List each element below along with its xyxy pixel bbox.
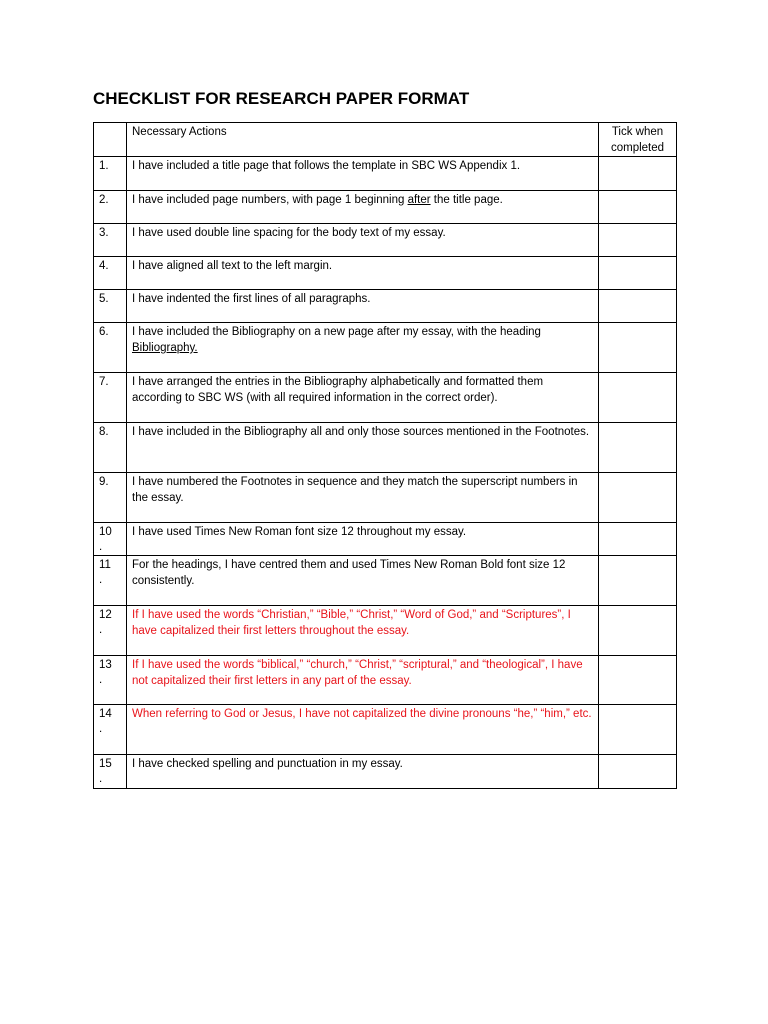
action-text-segment: the title page. [430, 194, 503, 206]
row-number: 8. [99, 426, 109, 438]
row-number: 10 [99, 526, 112, 538]
row-action-text [127, 755, 599, 789]
action-text-segment: I have aligned all text to the left margin. [132, 260, 333, 272]
row-action-text [127, 705, 599, 755]
row-action-text [127, 373, 599, 423]
row-action-text [127, 323, 599, 373]
row-action-text [127, 257, 599, 290]
row-action-text [127, 556, 599, 606]
tick-box-cell[interactable] [599, 423, 677, 473]
header-tick-cell [599, 123, 677, 157]
row-number: 1. [99, 160, 109, 172]
tick-box-cell[interactable] [599, 290, 677, 323]
row-number-period: . [99, 541, 103, 553]
row-number-cell [94, 606, 127, 656]
row-number-cell [94, 705, 127, 755]
row-number-cell [94, 523, 127, 556]
action-text-segment: I have checked spelling and punctuation in my essay. [132, 758, 403, 770]
action-text-segment: I have used double line spacing for the body text of my essay. [132, 227, 446, 239]
row-action-text [127, 523, 599, 556]
header-actions-cell: Necessary Actions [127, 123, 599, 157]
row-number: 15 [99, 758, 112, 770]
action-text-segment: I have included a title page that follows the template in SBC WS Appendix 1. [132, 160, 521, 172]
checklist-row [94, 257, 677, 290]
tick-box-cell[interactable] [599, 157, 677, 191]
checklist-row [94, 705, 677, 755]
row-number-cell [94, 556, 127, 606]
tick-box-cell[interactable] [599, 656, 677, 705]
checklist-row [94, 656, 677, 705]
row-number-cell [94, 157, 127, 191]
action-text-segment: For the headings, I have centred them and used Times New Roman Bold font size 12 consistently. [132, 559, 566, 587]
row-action-text [127, 157, 599, 191]
underlined-text: after [407, 194, 431, 206]
row-number-period: . [99, 574, 103, 586]
row-number-cell [94, 755, 127, 789]
tick-box-cell[interactable] [599, 705, 677, 755]
row-action-text [127, 606, 599, 656]
row-number: 3. [99, 227, 109, 239]
action-text-segment: I have numbered the Footnotes in sequence and they match the superscript numbers in the essay. [132, 476, 578, 504]
row-action-text [127, 224, 599, 257]
row-number: 14 [99, 708, 112, 720]
checklist-table [93, 122, 677, 789]
row-action-text [127, 656, 599, 705]
tick-box-cell[interactable] [599, 323, 677, 373]
tick-box-cell[interactable] [599, 556, 677, 606]
checklist-row [94, 290, 677, 323]
row-number: 9. [99, 476, 109, 488]
checklist-row [94, 755, 677, 789]
checklist-row [94, 191, 677, 224]
tick-box-cell[interactable] [599, 373, 677, 423]
row-number: 6. [99, 326, 109, 338]
row-action-text [127, 191, 599, 224]
row-number: 7. [99, 376, 109, 388]
tick-box-cell[interactable] [599, 257, 677, 290]
action-text-segment: I have indented the first lines of all paragraphs. [132, 293, 371, 305]
header-number-cell [94, 123, 127, 157]
row-number-cell [94, 191, 127, 224]
row-number: 12 [99, 609, 112, 621]
checklist-row [94, 423, 677, 473]
checklist-row [94, 606, 677, 656]
underlined-text: Bibliography. [132, 342, 198, 354]
tick-box-cell[interactable] [599, 523, 677, 556]
tick-box-cell[interactable] [599, 755, 677, 789]
checklist-row [94, 473, 677, 523]
row-number: 13 [99, 659, 112, 671]
action-text-segment: I have included the Bibliography on a new page after my essay, with the heading [132, 326, 541, 338]
checklist-body [94, 123, 677, 789]
action-text-segment: If I have used the words “Christian,” “Bible,” “Christ,” “Word of God,” and “Scriptures”, I have capitalized their first letters throughout the essay. [132, 609, 571, 637]
page-title: CHECKLIST FOR RESEARCH PAPER FORMAT [93, 89, 470, 108]
action-text-segment: When referring to God or Jesus, I have not capitalized the divine pronouns “he,” “him,” etc. [132, 708, 592, 720]
tick-box-cell[interactable] [599, 606, 677, 656]
tick-box-cell[interactable] [599, 191, 677, 224]
checklist-row [94, 373, 677, 423]
row-number-cell [94, 423, 127, 473]
row-number-cell [94, 473, 127, 523]
row-action-text [127, 473, 599, 523]
row-number: 11 [99, 559, 111, 571]
header-tick-line1: Tick when [611, 126, 664, 138]
checklist-row [94, 224, 677, 257]
header-row [94, 123, 677, 157]
row-number-cell [94, 373, 127, 423]
row-number-period: . [99, 674, 103, 686]
row-number-cell [94, 224, 127, 257]
header-tick-line2: completed [610, 142, 665, 154]
row-number-cell [94, 257, 127, 290]
row-action-text [127, 423, 599, 473]
row-action-text [127, 290, 599, 323]
tick-box-cell[interactable] [599, 473, 677, 523]
row-number-period: . [99, 624, 103, 636]
action-text-segment: If I have used the words “biblical,” “church,” “Christ,” “scriptural,” and “theological”, I have not capitalized their first letters in any part of the essay. [132, 659, 583, 687]
row-number-cell [94, 656, 127, 705]
action-text-segment: I have used Times New Roman font size 12 throughout my essay. [132, 526, 467, 538]
action-text-segment: I have arranged the entries in the Bibliography alphabetically and formatted them according to SBC WS (with all required information in the correct order). [132, 376, 544, 404]
row-number-period: . [99, 773, 103, 785]
row-number: 2. [99, 194, 109, 206]
checklist-row [94, 157, 677, 191]
row-number: 4. [99, 260, 109, 272]
row-number-period: . [99, 723, 103, 735]
tick-box-cell[interactable] [599, 224, 677, 257]
row-number-cell [94, 290, 127, 323]
action-text-segment: I have included page numbers, with page 1 beginning [132, 194, 408, 206]
checklist-row [94, 323, 677, 373]
checklist-row [94, 556, 677, 606]
row-number: 5. [99, 293, 109, 305]
checklist-row [94, 523, 677, 556]
row-number-cell [94, 323, 127, 373]
action-text-segment: I have included in the Bibliography all and only those sources mentioned in the Footnotes. [132, 426, 590, 438]
